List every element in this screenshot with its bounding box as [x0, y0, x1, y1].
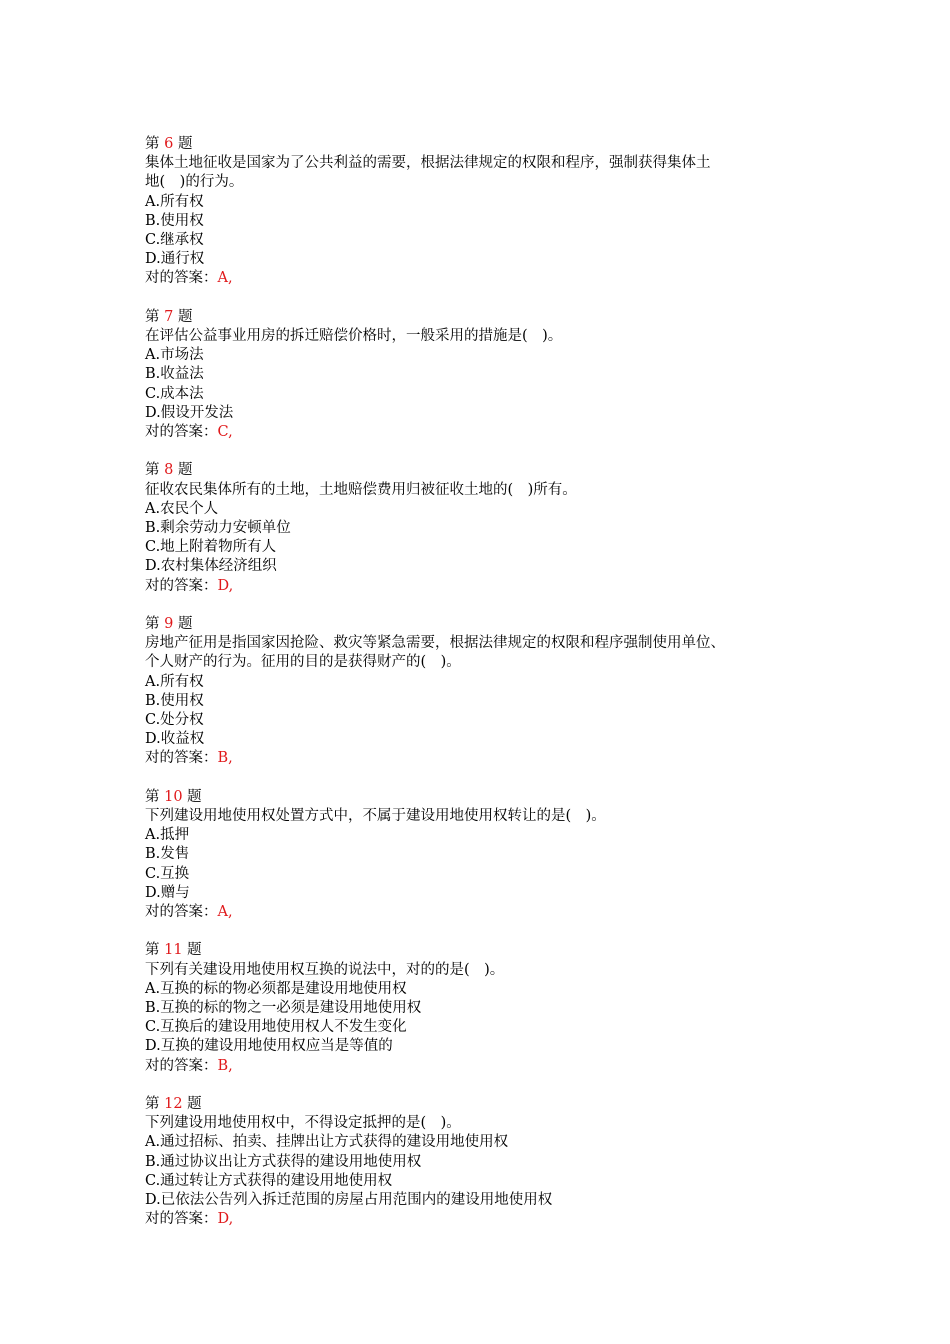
option-a: A.所有权 [145, 673, 204, 690]
question-suffix: 题 [187, 1096, 202, 1113]
answer-label: 对的答案： [145, 904, 218, 921]
option-b: B.收益法 [145, 366, 204, 383]
answer-label: 对的答案： [145, 750, 218, 767]
question-number: 8 [164, 462, 174, 479]
option-d: D.农村集体经济组织 [145, 558, 277, 575]
question-suffix: 题 [177, 462, 193, 479]
option-a: A.所有权 [145, 193, 204, 210]
answer-value: B, [217, 750, 233, 767]
answer-line [145, 749, 825, 768]
answer-line [145, 1057, 825, 1076]
answer-label: 对的答案： [145, 424, 218, 441]
question-stem-line: 下列有关建设用地使用权互换的说法中，对的的是( )。 [145, 961, 505, 978]
question-prefix: 第 [145, 462, 160, 479]
question-7 [145, 308, 825, 442]
question-prefix: 第 [145, 788, 160, 805]
question-header [145, 788, 825, 807]
question-11 [145, 941, 825, 1075]
answer-line [145, 1210, 825, 1229]
question-header [145, 615, 825, 634]
option-a: A.通过招标、拍卖、挂牌出让方式获得的建设用地使用权 [145, 1134, 509, 1151]
answer-line [145, 269, 825, 288]
option-d: D.互换的建设用地使用权应当是等值的 [145, 1038, 393, 1055]
option-c: C.通过转让方式获得的建设用地使用权 [145, 1172, 393, 1189]
question-stem-line: 个人财产的行为。征用的目的是获得财产的( )。 [145, 654, 461, 671]
exam-document [145, 135, 825, 1249]
option-c: C.地上附着物所有人 [145, 539, 277, 556]
question-number: 6 [164, 136, 174, 152]
answer-value: C, [217, 424, 233, 441]
option-c: C.继承权 [145, 232, 204, 249]
question-12 [145, 1095, 825, 1229]
option-b: B.发售 [145, 846, 190, 863]
question-6 [145, 135, 825, 289]
answer-value: D, [217, 577, 234, 594]
option-d: D.假设开发法 [145, 404, 234, 421]
question-prefix: 第 [145, 942, 160, 959]
question-number: 7 [164, 308, 174, 325]
answer-line [145, 903, 825, 922]
answer-label: 对的答案： [145, 270, 218, 287]
question-9 [145, 615, 825, 769]
answer-value: B, [217, 1057, 233, 1074]
option-c: C.处分权 [145, 712, 204, 729]
question-header [145, 308, 825, 327]
question-stem-line: 征收农民集体所有的土地，土地赔偿费用归被征收土地的( )所有。 [145, 481, 577, 498]
option-c: C.成本法 [145, 385, 204, 402]
question-stem-line: 下列建设用地使用权处置方式中，不属于建设用地使用权转让的是( )。 [145, 808, 606, 825]
question-stem-line: 下列建设用地使用权中，不得设定抵押的是( )。 [145, 1115, 461, 1132]
question-number: 12 [164, 1096, 183, 1113]
question-suffix: 题 [177, 616, 193, 633]
answer-line [145, 423, 825, 442]
question-stem-line: 集体土地征收是国家为了公共利益的需要，根据法律规定的权限和程序，强制获得集体土 [145, 155, 711, 172]
option-b: B.使用权 [145, 692, 204, 709]
question-prefix: 第 [145, 308, 160, 325]
answer-value: A, [217, 904, 233, 921]
question-prefix: 第 [145, 136, 160, 152]
question-stem-line: 在评估公益事业用房的拆迁赔偿价格时，一般采用的措施是( )。 [145, 328, 563, 345]
answer-value: D, [217, 1211, 234, 1228]
option-b: B.剩余劳动力安顿单位 [145, 520, 291, 537]
option-b: B.使用权 [145, 212, 204, 229]
option-a: A.农民个人 [145, 500, 219, 517]
option-c: C.互换 [145, 865, 190, 882]
question-prefix: 第 [145, 1096, 160, 1113]
question-prefix: 第 [145, 616, 160, 633]
question-10 [145, 788, 825, 922]
option-a: A.抵押 [145, 827, 190, 844]
option-d: D.赠与 [145, 884, 190, 901]
answer-value: A, [217, 270, 233, 287]
answer-line [145, 577, 825, 596]
question-suffix: 题 [177, 308, 193, 325]
option-d: D.已依法公告列入拆迁范围的房屋占用范围内的建设用地使用权 [145, 1192, 553, 1209]
option-b: B.通过协议出让方式获得的建设用地使用权 [145, 1153, 422, 1170]
option-b: B.互换的标的物之一必须是建设用地使用权 [145, 1000, 422, 1017]
option-c: C.互换后的建设用地使用权人不发生变化 [145, 1019, 407, 1036]
question-header [145, 941, 825, 960]
option-a: A.互换的标的物必须都是建设用地使用权 [145, 980, 407, 997]
question-number: 9 [164, 616, 174, 633]
answer-label: 对的答案： [145, 1211, 218, 1228]
question-number: 11 [164, 942, 183, 959]
answer-label: 对的答案： [145, 577, 218, 594]
option-d: D.通行权 [145, 251, 205, 268]
option-a: A.市场法 [145, 347, 204, 364]
question-suffix: 题 [187, 942, 202, 959]
question-stem-line: 地( )的行为。 [145, 174, 244, 191]
question-header [145, 135, 825, 154]
question-stem-line: 房地产征用是指国家因抢险、救灾等紧急需要，根据法律规定的权限和程序强制使用单位、 [145, 635, 725, 652]
question-8 [145, 461, 825, 595]
question-number: 10 [164, 788, 183, 805]
option-d: D.收益权 [145, 731, 205, 748]
question-header [145, 1095, 825, 1114]
answer-label: 对的答案： [145, 1057, 218, 1074]
question-suffix: 题 [187, 788, 202, 805]
question-suffix: 题 [177, 136, 193, 152]
question-header [145, 461, 825, 480]
